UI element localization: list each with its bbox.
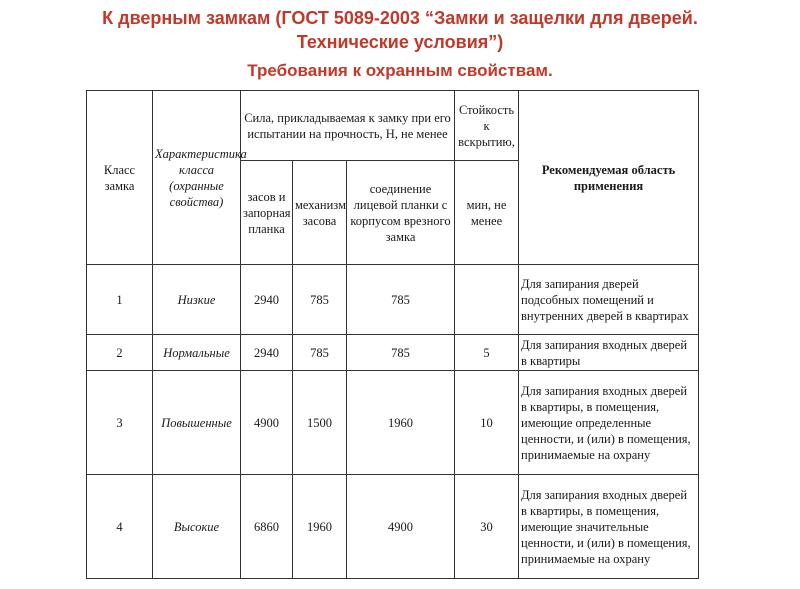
table-row <box>87 371 699 475</box>
cell-resistance <box>455 265 519 335</box>
cell-bolt: 2940 <box>241 335 293 371</box>
header-recommended-area: Рекомендуемая область применения <box>519 91 699 265</box>
table-row <box>87 335 699 371</box>
table-row <box>87 265 699 335</box>
cell-mechanism: 1500 <box>293 371 347 475</box>
cell-joint: 1960 <box>347 371 455 475</box>
cell-mechanism: 785 <box>293 335 347 371</box>
cell-bolt: 2940 <box>241 265 293 335</box>
cell-characteristic: Повышенные <box>153 371 241 475</box>
cell-class: 1 <box>87 265 153 335</box>
cell-joint: 4900 <box>347 475 455 579</box>
cell-characteristic: Нормальные <box>153 335 241 371</box>
header-force-group: Сила, прикладываемая к замку при его испытании на прочность, Н, не менее <box>241 91 455 161</box>
cell-area: Для запирания дверей подсобных помещений и внутренних дверей в квартирах <box>519 265 699 335</box>
header-class: Класс замка <box>87 91 153 265</box>
header-characteristic: Характеристика класса (охранные свойства) <box>153 91 241 265</box>
cell-mechanism: 785 <box>293 265 347 335</box>
cell-resistance: 10 <box>455 371 519 475</box>
cell-class: 2 <box>87 335 153 371</box>
slide-title-line2: Технические условия”) <box>296 32 504 52</box>
cell-class: 4 <box>87 475 153 579</box>
cell-joint: 785 <box>347 335 455 371</box>
header-bolt: засов и запорная планка <box>241 161 293 265</box>
header-joint: соединение лицевой планки с корпусом врезного замка <box>347 161 455 265</box>
cell-resistance: 30 <box>455 475 519 579</box>
cell-characteristic: Низкие <box>153 265 241 335</box>
cell-resistance: 5 <box>455 335 519 371</box>
header-resistance-unit: мин, не менее <box>455 161 519 265</box>
cell-characteristic: Высокие <box>153 475 241 579</box>
slide-title <box>0 6 800 54</box>
cell-class: 3 <box>87 371 153 475</box>
table-row <box>87 475 699 579</box>
header-row-1 <box>87 91 699 161</box>
slide-subtitle: Требования к охранным свойствам. <box>247 61 553 80</box>
cell-joint: 785 <box>347 265 455 335</box>
cell-mechanism: 1960 <box>293 475 347 579</box>
cell-bolt: 6860 <box>241 475 293 579</box>
requirements-table <box>86 90 699 579</box>
slide-title-line1: К дверным замкам (ГОСТ 5089-2003 “Замки и защелки для дверей. <box>102 8 698 28</box>
cell-bolt: 4900 <box>241 371 293 475</box>
cell-area: Для запирания входных дверей в квартиры, в помещения, имеющие определенные ценности, и (или) в помещения, принимаемые на охрану <box>519 371 699 475</box>
header-resistance-group: Стойкость к вскрытию, <box>455 91 519 161</box>
cell-area: Для запирания входных дверей в квартиры, в помещения, имеющие значительные ценности, и (или) в помещения, принимаемые на охрану <box>519 475 699 579</box>
header-mechanism: механизм засова <box>293 161 347 265</box>
cell-area: Для запирания входных дверей в квартиры <box>519 335 699 371</box>
